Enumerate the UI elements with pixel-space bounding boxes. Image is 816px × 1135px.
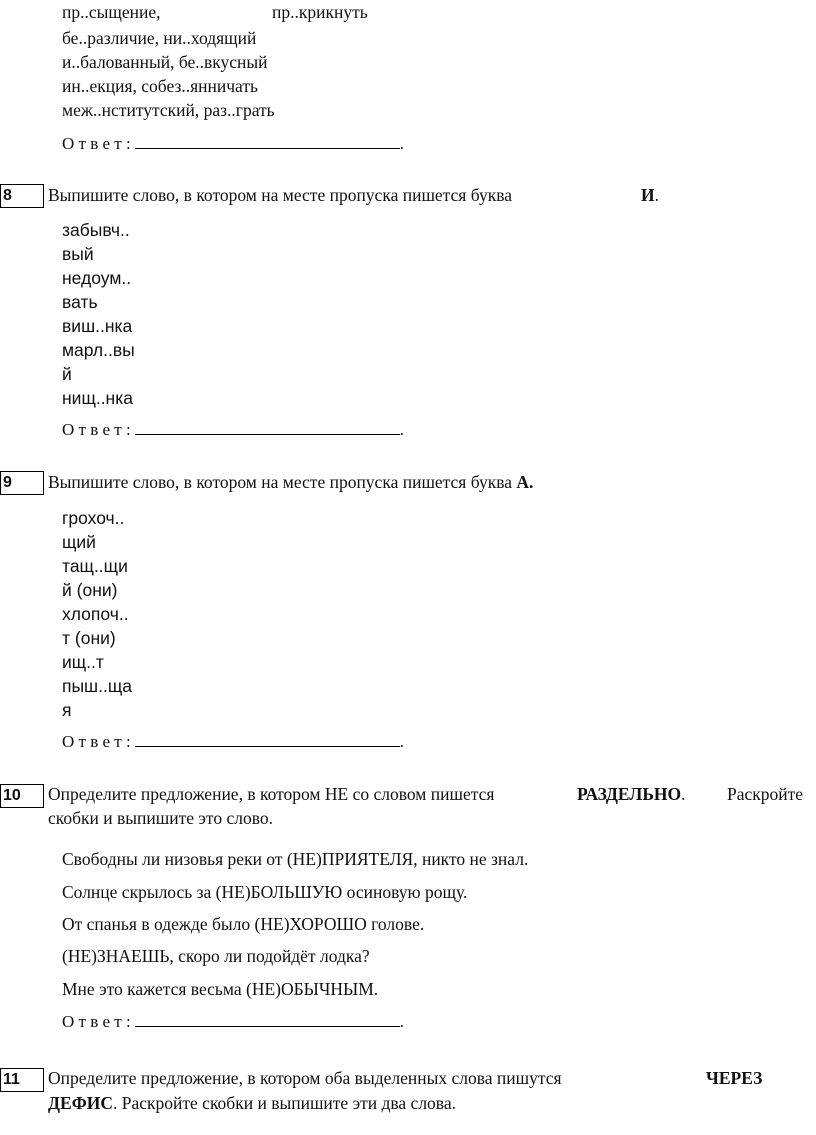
question-10-emph: РАЗДЕЛЬНО. xyxy=(577,784,686,804)
option: ищ..т xyxy=(62,652,104,672)
question-number-10: 10 xyxy=(0,784,44,808)
option: вать xyxy=(62,292,98,312)
answer-line[interactable] xyxy=(135,420,400,435)
sentence-3: От спанья в одежде было (НЕ)ХОРОШО голове. xyxy=(62,914,425,934)
option: нищ..нка xyxy=(62,388,133,408)
question-10-text3: скобки и выпишите это слово. xyxy=(48,808,273,828)
s7-answer: О т в е т : . xyxy=(62,134,404,153)
answer-line[interactable] xyxy=(135,732,400,747)
sentence-5: Мне это кажется весьма (НЕ)ОБЫЧНЫМ. xyxy=(62,979,379,999)
option: й xyxy=(62,364,72,384)
question-10-text: Определите предложение, в котором НЕ со словом пишется xyxy=(48,784,495,804)
option: марл..вы xyxy=(62,340,135,360)
sentence-2: Солнце скрылось за (НЕ)БОЛЬШУЮ осиновую рощу. xyxy=(62,882,468,902)
question-10-text2: Раскройте xyxy=(727,784,804,804)
s7-row-3: и..балованный, бе..вкусный xyxy=(62,52,268,72)
question-8-letter: И. xyxy=(641,185,659,205)
s7-row-2: бе..различие, ни..ходящий xyxy=(62,28,257,48)
q10-answer: О т в е т : . xyxy=(62,1012,404,1031)
question-8-options xyxy=(62,218,135,410)
answer-label: О т в е т : xyxy=(62,420,131,439)
s7-row-5: меж..нститутский, раз..грать xyxy=(62,100,275,120)
option: т (они) xyxy=(62,628,116,648)
option: забывч.. xyxy=(62,220,130,240)
option: виш..нка xyxy=(62,316,133,336)
option: грохоч.. xyxy=(62,508,125,528)
question-number-8: 8 xyxy=(0,184,44,208)
question-8-text: Выпишите слово, в котором на месте пропуска пишется буква xyxy=(48,185,513,205)
option: й (они) xyxy=(62,580,118,600)
question-11-text2: ДЕФИС. Раскройте скобки и выпишите эти два слова. xyxy=(48,1093,456,1113)
question-number-11: 11 xyxy=(0,1068,44,1092)
answer-line[interactable] xyxy=(135,134,400,149)
q8-answer: О т в е т : . xyxy=(62,420,404,439)
answer-label: О т в е т : xyxy=(62,732,131,751)
option: пыш..ща xyxy=(62,676,132,696)
question-9-options xyxy=(62,506,132,722)
option: щий xyxy=(62,532,96,552)
option: хлопоч.. xyxy=(62,604,129,624)
answer-line[interactable] xyxy=(135,1012,400,1027)
s7-row-1b: пр..крикнуть xyxy=(272,2,368,22)
option: я xyxy=(62,700,72,720)
sentence-4: (НЕ)ЗНАЕШЬ, скоро ли подойдёт лодка? xyxy=(62,946,370,966)
option: вый xyxy=(62,244,94,264)
question-number-9: 9 xyxy=(0,471,44,495)
sentence-1: Свободны ли низовья реки от (НЕ)ПРИЯТЕЛЯ, никто не знал. xyxy=(62,849,529,869)
q9-answer: О т в е т : . xyxy=(62,732,404,751)
option: недоум.. xyxy=(62,268,132,288)
answer-label: О т в е т : xyxy=(62,1012,131,1031)
option: тащ..щи xyxy=(62,556,128,576)
question-9-text: Выпишите слово, в котором на месте пропуска пишется буква А. xyxy=(48,472,534,492)
question-11-text: Определите предложение, в котором оба выделенных слова пишутся xyxy=(48,1068,562,1088)
question-11-emph: ЧЕРЕЗ xyxy=(706,1068,763,1088)
answer-label: О т в е т : xyxy=(62,134,131,153)
s7-row-4: ин..екция, собез..янничать xyxy=(62,76,259,96)
s7-row-1a: пр..сыщение, xyxy=(62,2,161,22)
